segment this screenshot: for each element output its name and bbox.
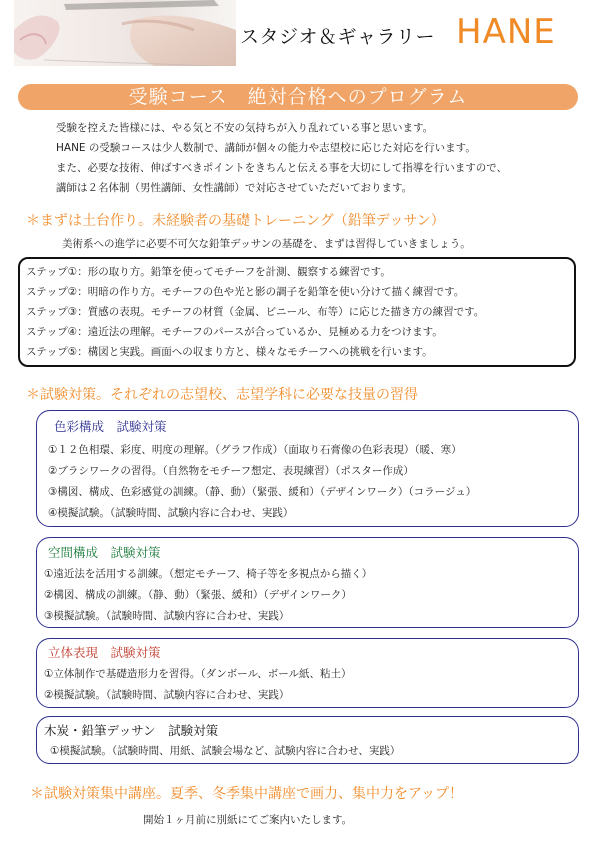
intensive-course-note: 開始１ヶ月前に別紙にてご案内いたします。 (143, 814, 353, 826)
intro-line: 講師は２名体制（男性講師、女性講師）で対応させていただいております。 (56, 182, 413, 194)
exam-item: ①１２色相環、彩度、明度の理解。（グラフ作成）（面取り石膏像の色彩表現）（暖、寒） (48, 444, 462, 456)
intensive-course-heading: ＊試験対策集中講座。夏季、冬季集中講座で画力、集中力をアップ！ (30, 786, 464, 802)
step-item: ステップ③：質感の表現。モチーフの材質（金属、ビニール、布等）に応じた描き方の練習です。 (26, 306, 485, 318)
step-item: ステップ⑤：構図と実践。画面への収まり方と、様々なモチーフへの挑戦を行います。 (26, 346, 433, 358)
exam-item: ①遠近法を活用する訓練。（想定モチーフ、椅子等を多視点から描く） (44, 568, 373, 580)
exam-item: ①立体制作で基礎造形力を習得。（ダンボール、ボール紙、粘土） (44, 668, 352, 680)
exam-item: ②模擬試験。（試験時間、試験内容に合わせ、実践） (44, 689, 290, 701)
intro-line: HANE の受験コースは少人数制で、講師が個々の能力や志望校に応じた対応を行います。 (56, 142, 476, 154)
step-item: ステップ②：明暗の作り方。モチーフの色や光と影の調子を鉛筆を使い分けて描く練習です。 (26, 286, 465, 298)
intro-line: また、必要な技術、伸ばすべきポイントをきちんと伝える事を大切にして指導を行いますので、 (56, 162, 508, 174)
charcoal-pencil-title: 木炭・鉛筆デッサン 試験対策 (44, 723, 219, 738)
brand-logo-text: HANE (456, 12, 556, 52)
header-photo (14, 0, 236, 66)
basic-training-description: 美術系への進学に必要不可欠な鉛筆デッサンの基礎を、まずは習得していきましょう。 (62, 238, 471, 250)
color-composition-title: 色彩構成 試験対策 (54, 419, 167, 434)
exam-item: ④模擬試験。（試験時間、試験内容に合わせ、実践） (48, 507, 294, 519)
exam-item: ②構図、構成の訓練。（静、動）（緊張、緩和）（デザインワーク） (44, 589, 352, 601)
exam-item: ②ブラシワークの習得。（自然物をモチーフ想定、表現練習）（ポスター作成） (48, 465, 414, 477)
step-item: ステップ④：遠近法の理解。モチーフのパースが合っているか、見極める力をつけます。 (26, 326, 443, 338)
intro-line: 受験を控えた皆様には、やる気と不安の気持ちが入り乱れている事と思います。 (56, 122, 434, 134)
3d-expression-title: 立体表現 試験対策 (48, 645, 161, 660)
exam-item: ③模擬試験。（試験時間、試験内容に合わせ、実践） (44, 610, 290, 622)
exam-item: ③構図、構成、色彩感覚の訓練。（静、動）（緊張、緩和）（デザインワーク）（コラージュ） (48, 486, 477, 498)
studio-name: スタジオ＆ギャラリー (240, 26, 436, 48)
basic-training-heading: ＊まずは土台作り。未経験者の基礎トレーニング（鉛筆デッサン） (26, 213, 445, 229)
exam-item: ①模擬試験。（試験時間、用紙、試験会場など、試験内容に合わせ、実践） (50, 745, 401, 757)
course-banner: 受験コース 絶対合格へのプログラム (18, 84, 578, 110)
spatial-composition-title: 空間構成 試験対策 (48, 545, 161, 560)
exam-prep-heading: ＊試験対策。それぞれの志望校、志望学科に必要な技量の習得 (26, 387, 418, 403)
step-item: ステップ①：形の取り方。鉛筆を使ってモチーフを計測、観察する練習です。 (26, 266, 391, 278)
